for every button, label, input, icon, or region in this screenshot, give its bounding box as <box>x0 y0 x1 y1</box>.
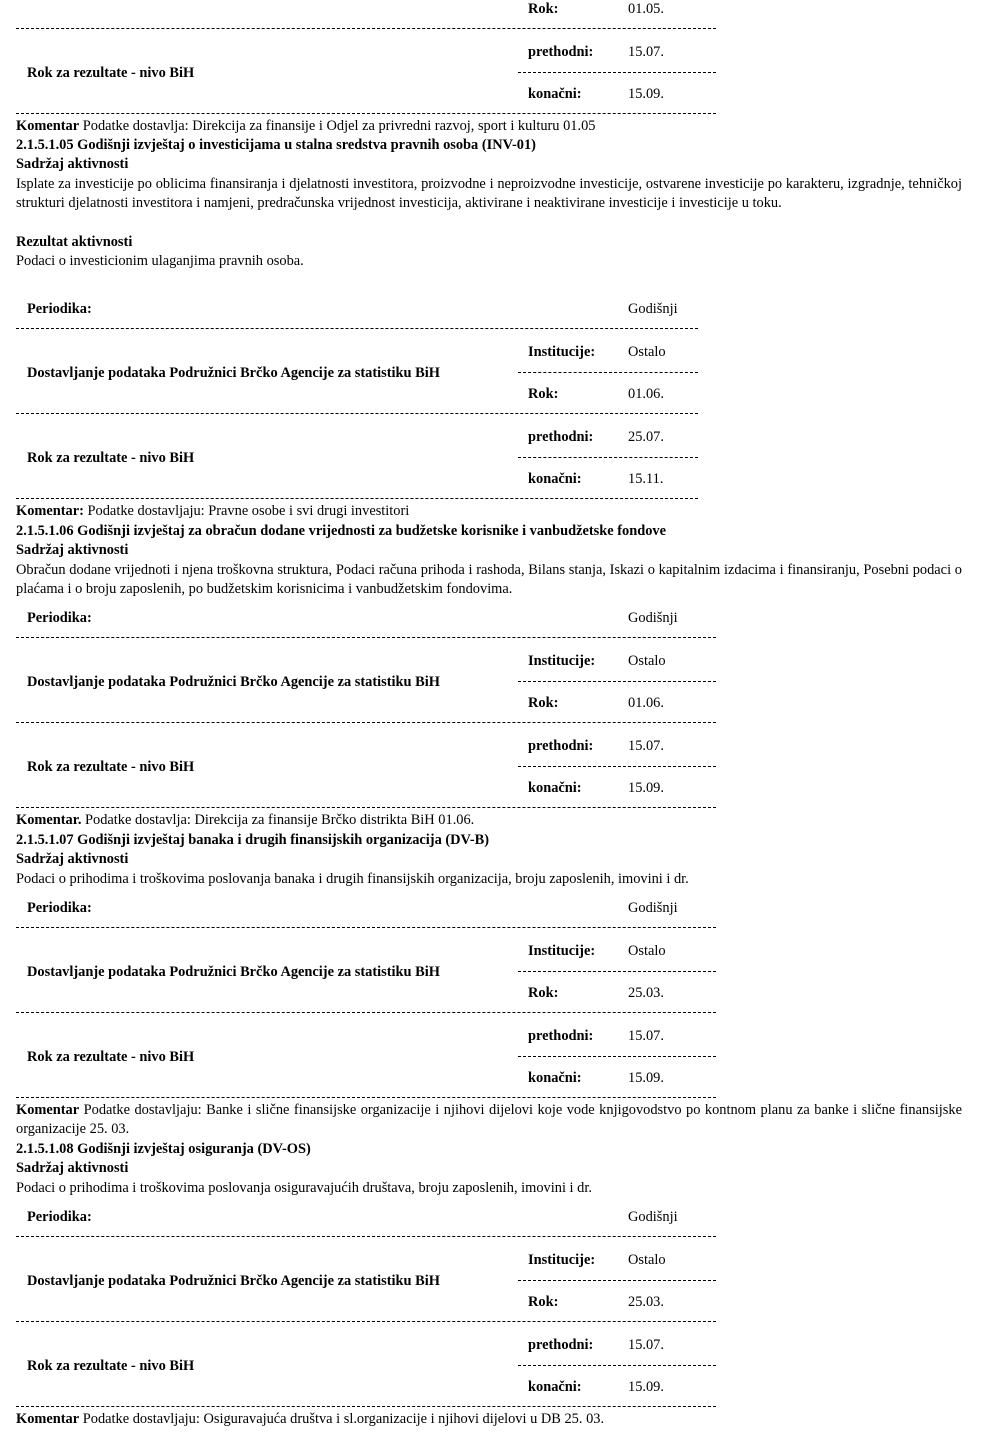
komentar-line <box>16 117 595 136</box>
sadrzaj-heading: Sadržaj aktivnosti <box>16 156 129 172</box>
schedule-table <box>16 889 716 1104</box>
top-rok-row <box>16 0 716 22</box>
divider <box>16 1236 716 1237</box>
komentar-label: Komentar <box>16 1102 80 1118</box>
sadrzaj-text: Podaci o prihodima i troškovima poslovanja osiguravajućih društava, broju zaposlenih, imovini i dr. <box>16 1180 592 1196</box>
divider <box>16 637 716 638</box>
divider <box>16 413 698 414</box>
sadrzaj-text: Podaci o prihodima i troškovima poslovanja banaka i drugih finansijskih organizacija, broju zaposlenih, imovini i dr. <box>16 871 689 887</box>
prethodni-value: 15.07. <box>628 738 664 754</box>
divider <box>16 498 698 499</box>
konacni-label: konačni: <box>528 471 582 487</box>
komentar-line <box>16 811 474 830</box>
rok-rezultate-label: Rok za rezultate - nivo BiH <box>27 1049 195 1065</box>
divider <box>16 113 716 114</box>
institucije-label: Institucije: <box>528 943 596 959</box>
institucije-value: Ostalo <box>628 653 666 669</box>
prethodni-label: prethodni: <box>528 738 594 754</box>
komentar-label: Komentar <box>16 118 80 134</box>
komentar-label: Komentar: <box>16 503 84 519</box>
sadrzaj-heading: Sadržaj aktivnosti <box>16 542 129 558</box>
konacni-value: 15.11. <box>628 471 664 487</box>
rok-rezultate-label: Rok za rezultate - nivo BiH <box>27 1358 195 1374</box>
rok-value: 01.05. <box>628 1 664 17</box>
prethodni-label: prethodni: <box>528 429 594 445</box>
section-title: 2.1.5.1.07 Godišnji izvještaj banaka i drugih finansijskih organizacija (DV-B) <box>16 832 490 848</box>
divider <box>16 1321 716 1322</box>
prethodni-value: 15.07. <box>628 44 664 60</box>
institucije-value: Ostalo <box>628 344 666 360</box>
komentar-text: Podatke dostavljaju: Banke i slične finansijske organizacije i njihovi dijelovi koje vode knjigovodstvo po kontnom planu za banke i slične finansijske organizacije 25. 03. <box>16 1102 962 1138</box>
divider <box>16 722 716 723</box>
divider <box>16 328 698 329</box>
dostavljanje-label: Dostavljanje podataka Podružnici Brčko Agencije za statistiku BiH <box>27 365 440 381</box>
komentar-line <box>16 502 409 521</box>
section-title: 2.1.5.1.06 Godišnji izvještaj za obračun dodane vrijednosti za budžetske korisnike i vanbudžetske fondove <box>16 523 667 539</box>
section-title: 2.1.5.1.08 Godišnji izvještaj osiguranja (DV-OS) <box>16 1141 311 1157</box>
periodika-value: Godišnji <box>628 610 678 626</box>
rok-value: 01.06. <box>628 695 664 711</box>
divider <box>16 1406 716 1407</box>
dostavljanje-label: Dostavljanje podataka Podružnici Brčko Agencije za statistiku BiH <box>27 964 440 980</box>
institucije-value: Ostalo <box>628 943 666 959</box>
komentar-line <box>16 1101 962 1140</box>
komentar-label: Komentar. <box>16 812 82 828</box>
schedule-table <box>16 599 716 814</box>
divider <box>518 681 716 682</box>
rezultat-heading: Rezultat aktivnosti <box>16 234 133 250</box>
institucije-label: Institucije: <box>528 1252 596 1268</box>
rok-rezultate-label: Rok za rezultate - nivo BiH <box>27 65 195 81</box>
schedule-table <box>16 290 698 505</box>
prethodni-value: 15.07. <box>628 1028 664 1044</box>
konacni-value: 15.09. <box>628 1070 664 1086</box>
divider <box>518 971 716 972</box>
komentar-text: Podatke dostavljaju: Osiguravajuća društva i sl.organizacije i njihovi dijelovi u DB 25. 03. <box>79 1411 605 1427</box>
divider <box>16 927 716 928</box>
divider <box>518 766 716 767</box>
periodika-label: Periodika: <box>27 610 92 626</box>
konacni-label: konačni: <box>528 1070 582 1086</box>
sadrzaj-text: Obračun dodane vrijednoti i njena troškovna struktura, Podaci računa prihoda i rashoda, Bilans stanja, Iskazi o kapitalnim izdacima i finansiranju, Posebni podaci o plaćama i o broju zaposlenih, po budžetskim korisnicima i vanbudžetskim fondovima. <box>16 562 962 598</box>
rok-rezultate-label: Rok za rezultate - nivo BiH <box>27 759 195 775</box>
komentar-text: Podatke dostavlja: Direkcija za finansije i Odjel za privredni razvoj, sport i kulturu 01.05 <box>79 118 596 134</box>
rok-label: Rok: <box>528 1294 559 1310</box>
periodika-label: Periodika: <box>27 301 92 317</box>
prethodni-label: prethodni: <box>528 1028 594 1044</box>
sadrzaj-heading: Sadržaj aktivnosti <box>16 851 129 867</box>
komentar-text: Podatke dostavljaju: Pravne osobe i svi drugi investitori <box>83 503 410 519</box>
rok-value: 01.06. <box>628 386 664 402</box>
divider <box>16 807 716 808</box>
dostavljanje-label: Dostavljanje podataka Podružnici Brčko Agencije za statistiku BiH <box>27 1273 440 1289</box>
schedule-table <box>16 1198 716 1413</box>
komentar-line <box>16 1410 604 1429</box>
rok-label: Rok: <box>528 386 559 402</box>
prethodni-label: prethodni: <box>528 44 594 60</box>
rok-value: 25.03. <box>628 985 664 1001</box>
konacni-value: 15.09. <box>628 1379 664 1395</box>
rok-label: Rok: <box>528 1 559 17</box>
periodika-label: Periodika: <box>27 900 92 916</box>
komentar-label: Komentar <box>16 1411 80 1427</box>
konacni-value: 15.09. <box>628 780 664 796</box>
periodika-value: Godišnji <box>628 1209 678 1225</box>
divider <box>518 1365 716 1366</box>
konacni-label: konačni: <box>528 86 582 102</box>
konacni-label: konačni: <box>528 780 582 796</box>
divider <box>518 457 698 458</box>
periodika-value: Godišnji <box>628 900 678 916</box>
divider <box>16 1097 716 1098</box>
institucije-value: Ostalo <box>628 1252 666 1268</box>
periodika-value: Godišnji <box>628 301 678 317</box>
prethodni-value: 25.07. <box>628 429 664 445</box>
rezultat-text: Podaci o investicionim ulaganjima pravnih osoba. <box>16 253 304 269</box>
divider <box>16 28 716 29</box>
konacni-value: 15.09. <box>628 86 664 102</box>
rok-label: Rok: <box>528 695 559 711</box>
rok-rezultate-label: Rok za rezultate - nivo BiH <box>27 450 195 466</box>
divider <box>518 1280 716 1281</box>
sadrzaj-heading: Sadržaj aktivnosti <box>16 1160 129 1176</box>
prethodni-label: prethodni: <box>528 1337 594 1353</box>
divider <box>518 1056 716 1057</box>
sadrzaj-text: Isplate za investicije po oblicima finansiranja i djelatnosti investitora, proizvodne i neproizvodne investicije, ostvarene investicije po karakteru, izgradnje, tehničkoj strukturi djelatnosti investitora i namjeni, predračunska vrijednost investicija, aktivirane i neaktivirane investicije i investicije u toku. <box>16 176 962 212</box>
divider <box>518 72 716 73</box>
komentar-text: Podatke dostavlja: Direkcija za finansije Brčko distrikta BiH 01.06. <box>81 812 475 828</box>
rok-label: Rok: <box>528 985 559 1001</box>
section-title: 2.1.5.1.05 Godišnji izvještaj o investicijama u stalna sredstva pravnih osoba (INV-01) <box>16 137 536 153</box>
prethodni-value: 15.07. <box>628 1337 664 1353</box>
divider <box>518 372 698 373</box>
institucije-label: Institucije: <box>528 344 596 360</box>
dostavljanje-label: Dostavljanje podataka Podružnici Brčko Agencije za statistiku BiH <box>27 674 440 690</box>
rok-value: 25.03. <box>628 1294 664 1310</box>
konacni-label: konačni: <box>528 1379 582 1395</box>
institucije-label: Institucije: <box>528 653 596 669</box>
divider <box>16 1012 716 1013</box>
periodika-label: Periodika: <box>27 1209 92 1225</box>
